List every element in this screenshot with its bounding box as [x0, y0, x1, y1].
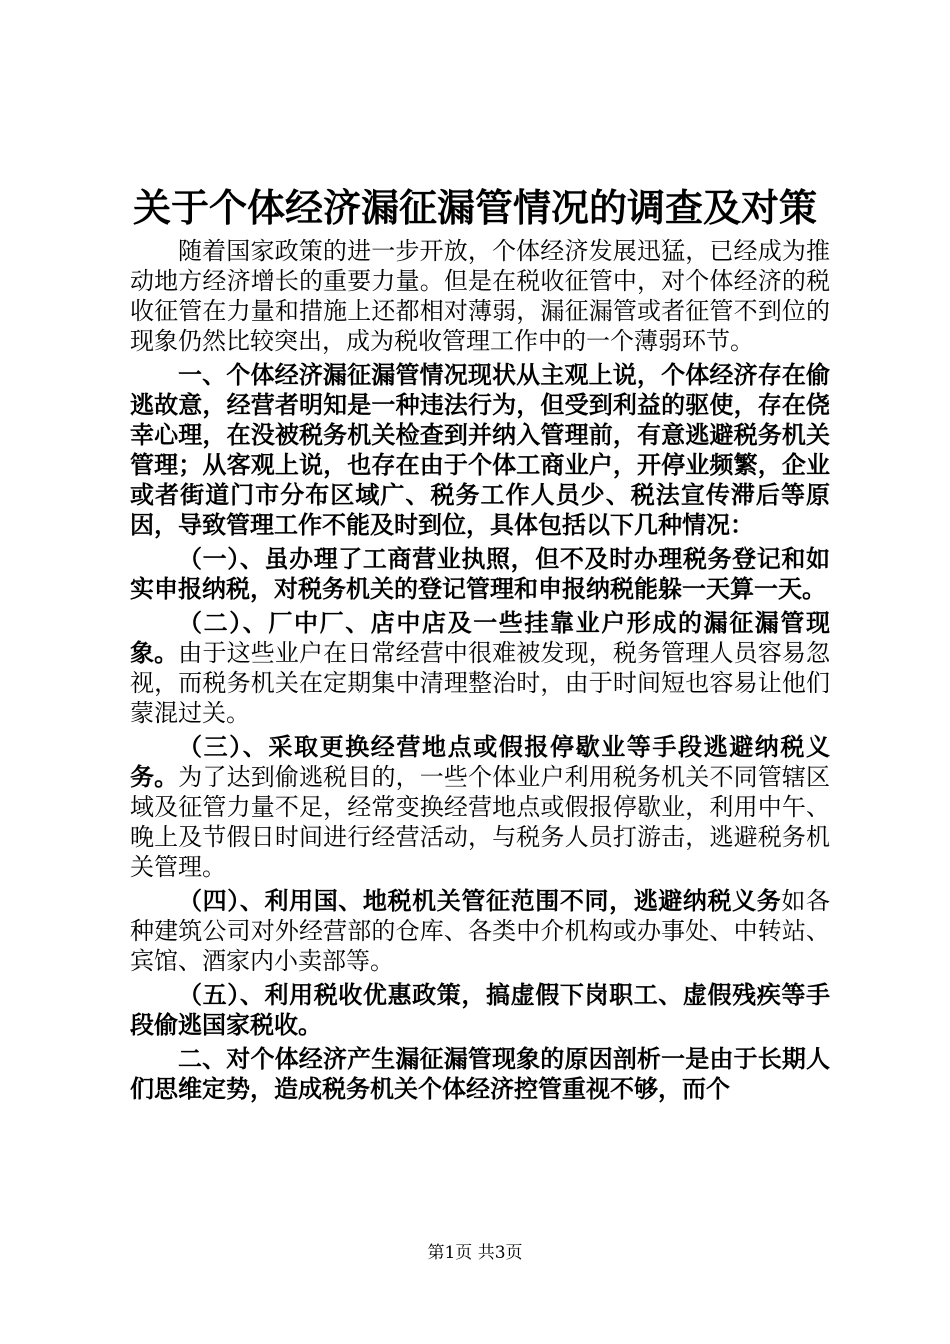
item-heading: （一）、虽办理了工商营业执照，但不及时办理税务登记和如实申报纳税，对税务机关的登记管理和申报纳税能躲一天算一天。 [130, 545, 830, 603]
paragraph-text: 随着国家政策的进一步开放，个体经济发展迅猛，已经成为推动地方经济增长的重要力量。但是在税收征管中，对个体经济的税收征管在力量和措施上还都相对薄弱，漏征漏管或者征管不到位的现象仍然比较突出，成为税收管理工作中的一个薄弱环节。 [130, 237, 830, 355]
item-heading: （二）、厂中厂、店中店及一些挂靠业户形成的漏征漏管现象。 [130, 609, 830, 667]
paragraph-intro [130, 236, 830, 356]
item-heading: （三）、采取更换经营地点或假报停歇业等手段逃避纳税义务。 [130, 733, 830, 791]
paragraph-section-1 [130, 360, 830, 540]
page-number-footer: 第1页 共3页 [427, 1243, 523, 1263]
item-heading: （五）、利用税收优惠政策，搞虚假下岗职工、虚假残疾等手段偷逃国家税收。 [130, 981, 830, 1039]
item-body: 由于这些业户在日常经营中很难被发现，税务管理人员容易忽视，而税务机关在定期集中清理整治时，由于时间短也容易让他们蒙混过关。 [130, 639, 831, 727]
paragraph-item-1 [130, 544, 830, 604]
paragraph-section-2 [130, 1044, 830, 1104]
paragraph-item-5 [130, 980, 830, 1040]
item-body: 如各种建筑公司对外经营部的仓库、各类中介机构或办事处、中转站、宾馆、酒家内小卖部等。 [130, 887, 831, 975]
paragraph-item-2 [130, 608, 830, 728]
item-heading: （四）、利用国、地税机关管征范围不同，逃避纳税义务 [178, 887, 782, 915]
paragraph-item-4 [130, 886, 830, 976]
paragraph-item-3 [130, 732, 830, 882]
document-title: 关于个体经济漏征漏管情况的调查及对策 [132, 186, 817, 230]
item-body: 为了达到偷逃税目的，一些个体业户利用税务机关不同管辖区域及征管力量不足，经常变换经营地点或假报停歇业，利用中午、晚上及节假日时间进行经营活动，与税务人员打游击，逃避税务机关管理。 [130, 763, 831, 881]
section-heading: 一、个体经济漏征漏管情况现状从主观上说，个体经济存在偷逃故意，经营者明知是一种违法行为，但受到利益的驱使，存在侥幸心理，在没被税务机关检查到并纳入管理前，有意逃避税务机关管理；从客观上说，也存在由于个体工商业户，开停业频繁，企业或者街道门市分布区域广、税务工作人员少、税法宣传滞后等原因，导致管理工作不能及时到位，具体包括以下几种情况： [130, 361, 830, 539]
document-body [130, 236, 830, 1104]
section-heading: 二、对个体经济产生漏征漏管现象的原因剖析一是由于长期人们思维定势，造成税务机关个体经济控管重视不够，而个 [130, 1045, 830, 1103]
